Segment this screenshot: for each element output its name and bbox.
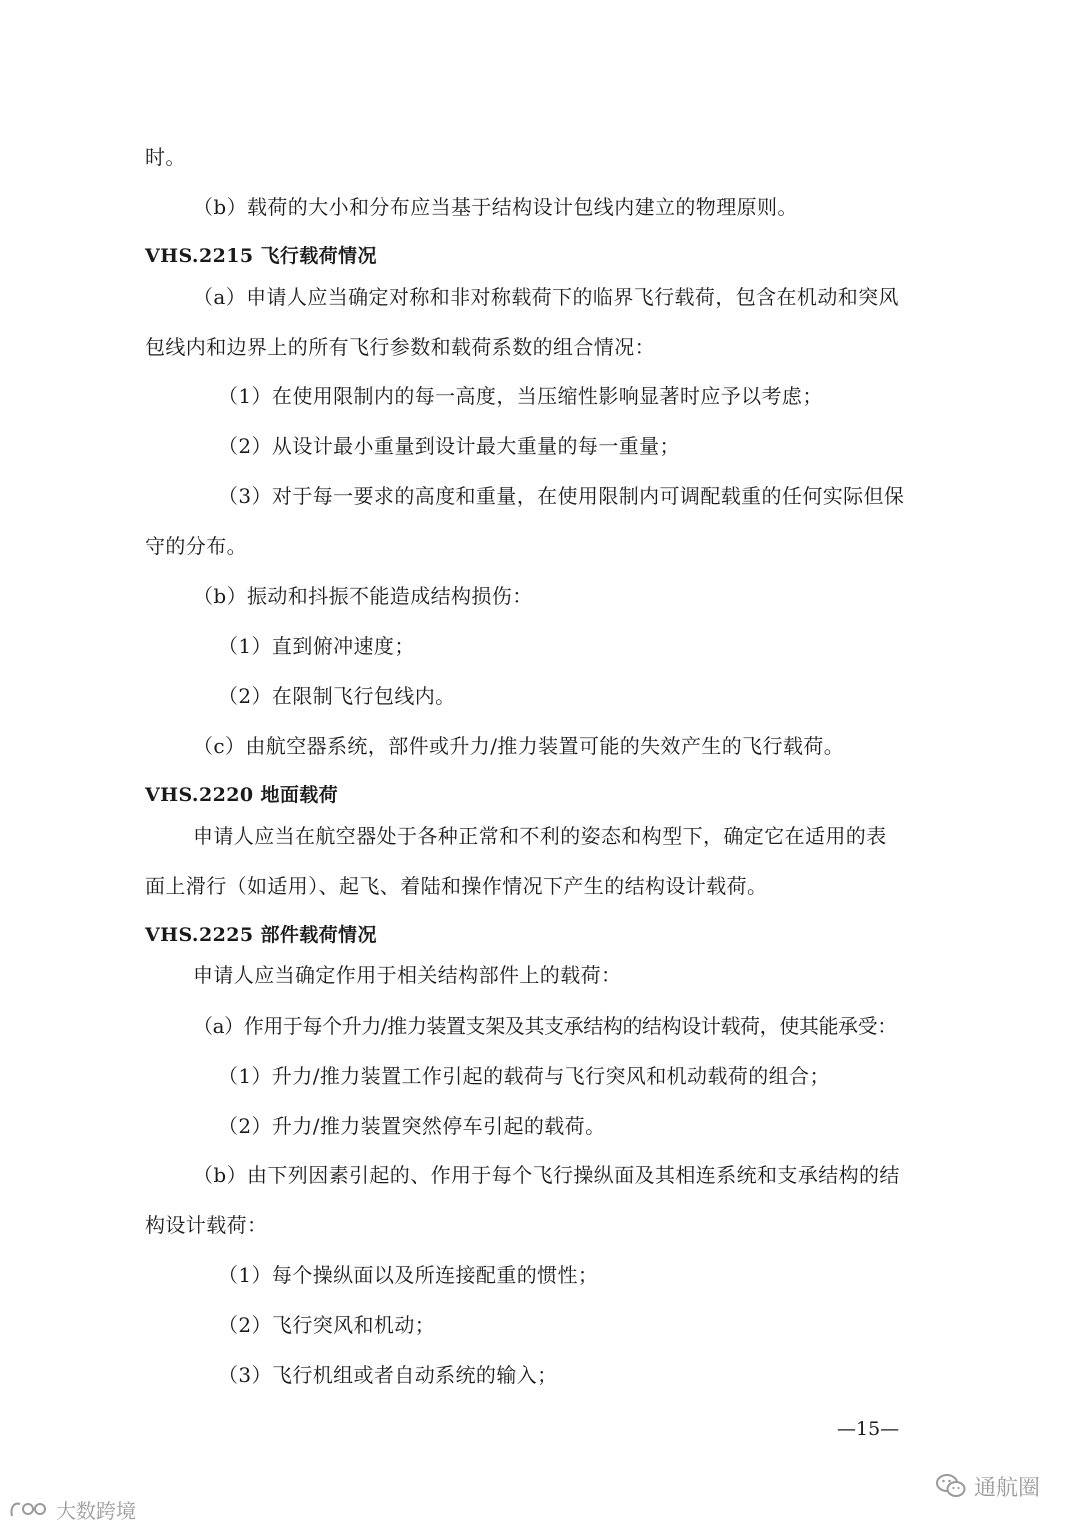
brand-logo-icon <box>8 1498 52 1520</box>
section-heading: VHS.2215 飞行载荷情况 <box>145 245 377 267</box>
text-line: （2）在限制飞行包线内。 <box>218 684 456 708</box>
watermark-right-text: 通航圈 <box>974 1475 1041 1501</box>
text-line: （1）每个操纵面以及所连接配重的惯性； <box>218 1263 599 1287</box>
text-line: （3）对于每一要求的高度和重量，在使用限制内可调配载重的任何实际但保 <box>218 484 905 508</box>
wechat-icon <box>936 1473 966 1499</box>
text-line: 包线内和边界上的所有飞行参数和载荷系数的组合情况： <box>145 335 655 359</box>
text-line: （2）从设计最小重量到设计最大重量的每一重量； <box>218 434 680 458</box>
text-line: （b）由下列因素引起的、作用于每个飞行操纵面及其相连系统和支承结构的结 <box>193 1163 900 1187</box>
text-line: （3）飞行机组或者自动系统的输入； <box>218 1363 558 1387</box>
text-line: 时。 <box>145 145 186 169</box>
watermark-left <box>8 1495 136 1523</box>
text-line: （a）作用于每个升力/推力装置支架及其支承结构的结构设计载荷，使其能承受： <box>193 1014 897 1038</box>
section-heading: VHS.2220 地面载荷 <box>145 784 339 806</box>
text-line: 守的分布。 <box>145 534 247 558</box>
page-number: —15— <box>837 1418 900 1440</box>
text-line: 构设计载荷： <box>145 1213 268 1237</box>
text-line: （1）在使用限制内的每一高度，当压缩性影响显著时应予以考虑； <box>218 384 823 408</box>
text-line: （b）载荷的大小和分布应当基于结构设计包线内建立的物理原则。 <box>193 195 798 219</box>
text-line: 申请人应当确定作用于相关结构部件上的载荷： <box>193 963 622 987</box>
section-heading: VHS.2225 部件载荷情况 <box>145 924 377 946</box>
watermark-left-text: 大数跨境 <box>56 1498 136 1523</box>
text-line: （2）飞行突风和机动； <box>218 1313 436 1337</box>
text-line: （1）直到俯冲速度； <box>218 634 415 658</box>
text-line: （b）振动和抖振不能造成结构损伤： <box>193 584 533 608</box>
text-line: 申请人应当在航空器处于各种正常和不利的姿态和构型下，确定它在适用的表 <box>193 824 887 848</box>
watermark-right <box>936 1466 1040 1506</box>
text-line: （1）升力/推力装置工作引起的载荷与飞行突风和机动载荷的组合； <box>218 1064 830 1088</box>
text-line: （2）升力/推力装置突然停车引起的载荷。 <box>218 1114 606 1138</box>
text-line: 面上滑行（如适用）、起飞、着陆和操作情况下产生的结构设计载荷。 <box>145 874 768 898</box>
text-line: （c）由航空器系统，部件或升力/推力装置可能的失效产生的飞行载荷。 <box>193 734 845 758</box>
text-line: （a）申请人应当确定对称和非对称载荷下的临界飞行载荷，包含在机动和突风 <box>193 285 899 309</box>
